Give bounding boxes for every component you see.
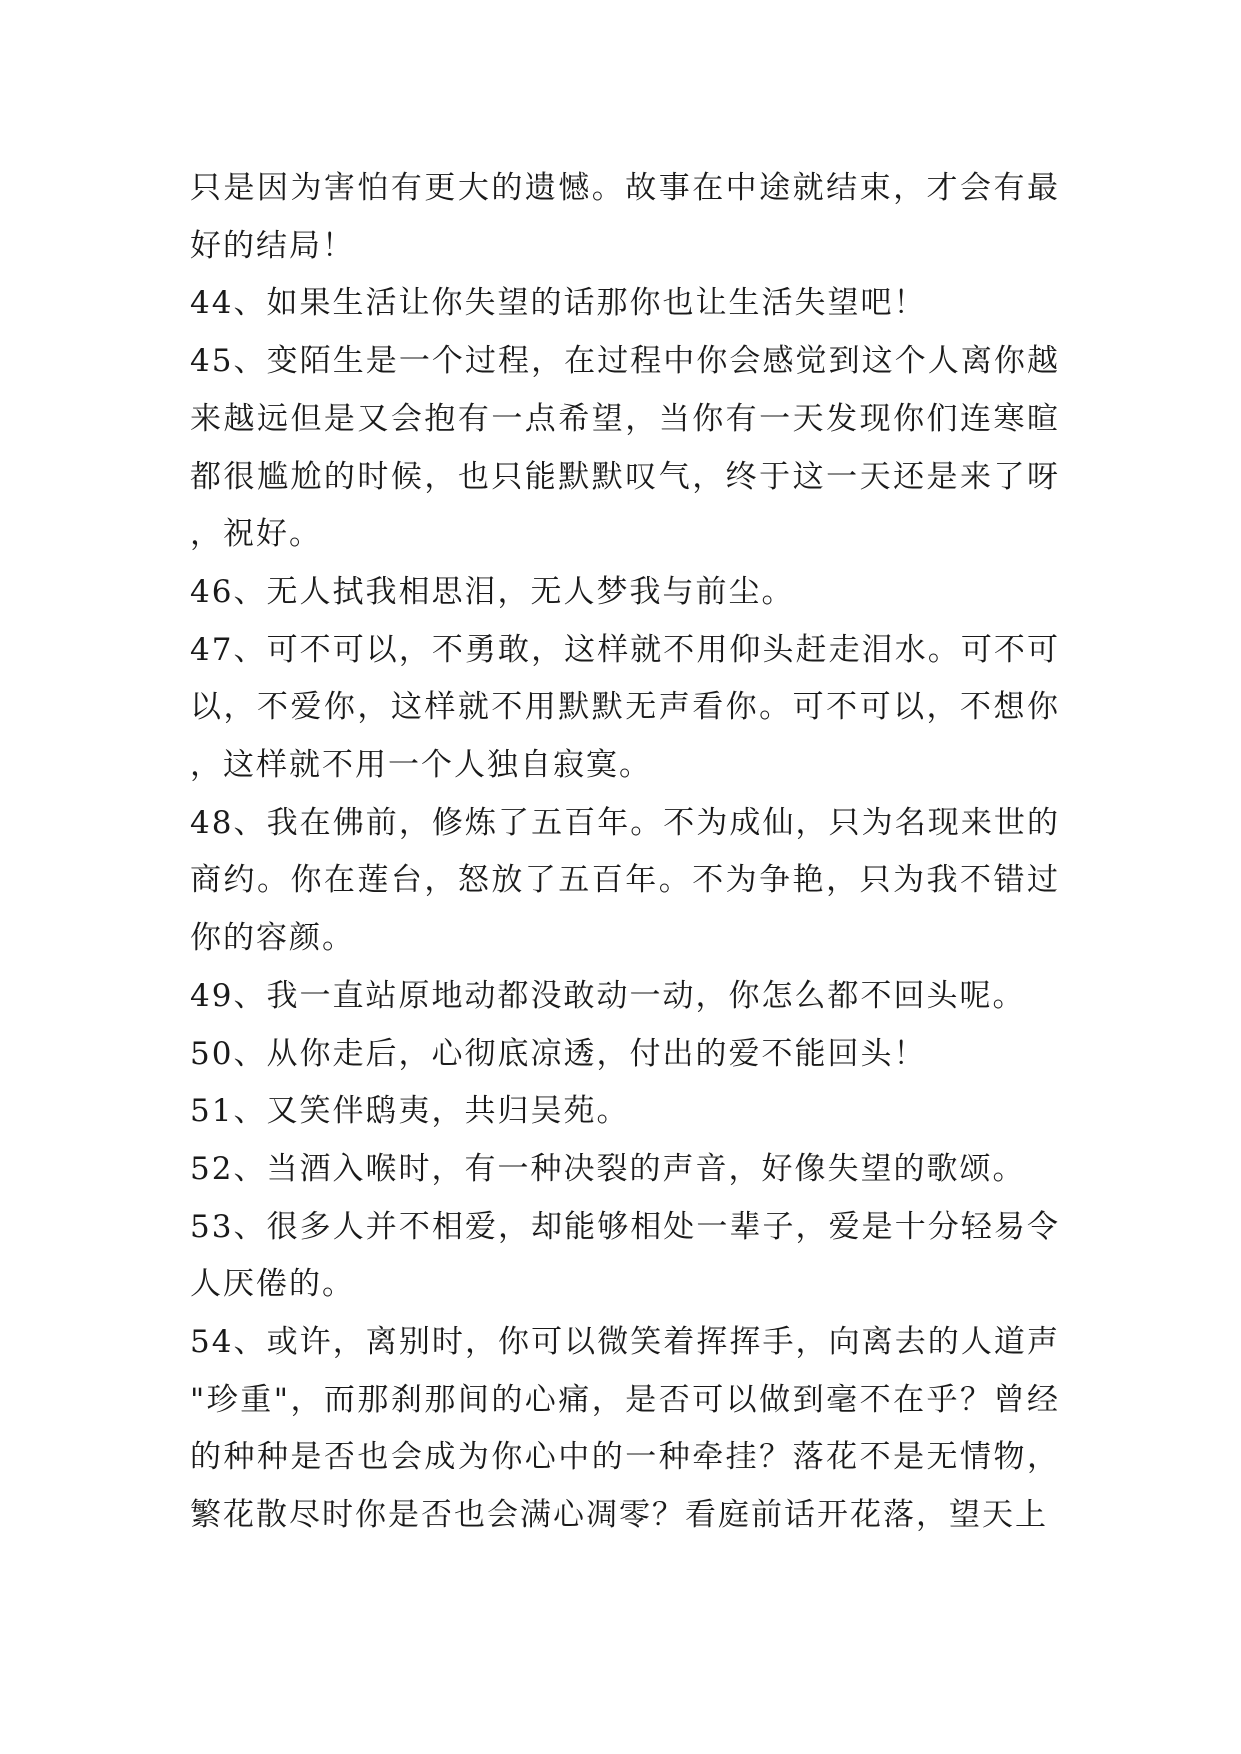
paragraph-item-46: 46、无人拭我相思泪，无人梦我与前尘。 <box>190 573 795 610</box>
paragraph-item-48: 48、我在佛前，修炼了五百年。不为成仙，只为名现来世的商约。你在莲台，怒放了五百年。不为争艳，只为我不错过你的容颜。 <box>190 804 1060 957</box>
paragraph-continuation: 只是因为害怕有更大的遗憾。故事在中途就结束，才会有最好的结局！ <box>190 170 1060 264</box>
document-body <box>190 160 1060 1545</box>
paragraph-item-51: 51、又笑伴鸱夷，共归吴苑。 <box>190 1093 630 1130</box>
paragraph-item-50: 50、从你走后，心彻底凉透，付出的爱不能回头！ <box>190 1035 927 1072</box>
paragraph-item-52: 52、当酒入喉时，有一种决裂的声音，好像失望的歌颂。 <box>190 1150 1026 1187</box>
paragraph-item-54: 54、或许，离别时，你可以微笑着挥挥手，向离去的人道声"珍重"，而那刹那间的心痛，是否可以做到毫不在乎？曾经的种种是否也会成为你心中的一种牵挂？落花不是无情物，繁花散尽时你是否也会满心凋零？看庭前话开花落，望天上 <box>190 1324 1060 1534</box>
paragraph-item-44: 44、如果生活让你失望的话那你也让生活失望吧！ <box>190 285 927 322</box>
paragraph-item-47: 47、可不可以，不勇敢，这样就不用仰头赶走泪水。可不可以，不爱你，这样就不用默默无声看你。可不可以，不想你，这样就不用一个人独自寂寞。 <box>190 631 1060 784</box>
paragraph-item-45: 45、变陌生是一个过程，在过程中你会感觉到这个人离你越来越远但是又会抱有一点希望，当你有一天发现你们连寒暄都很尴尬的时候，也只能默默叹气，终于这一天还是来了呀，祝好。 <box>190 343 1060 553</box>
paragraph-item-49: 49、我一直站原地动都没敢动一动，你怎么都不回头呢。 <box>190 977 1026 1014</box>
paragraph-item-53: 53、很多人并不相爱，却能够相处一辈子，爱是十分轻易令人厌倦的。 <box>190 1208 1060 1303</box>
